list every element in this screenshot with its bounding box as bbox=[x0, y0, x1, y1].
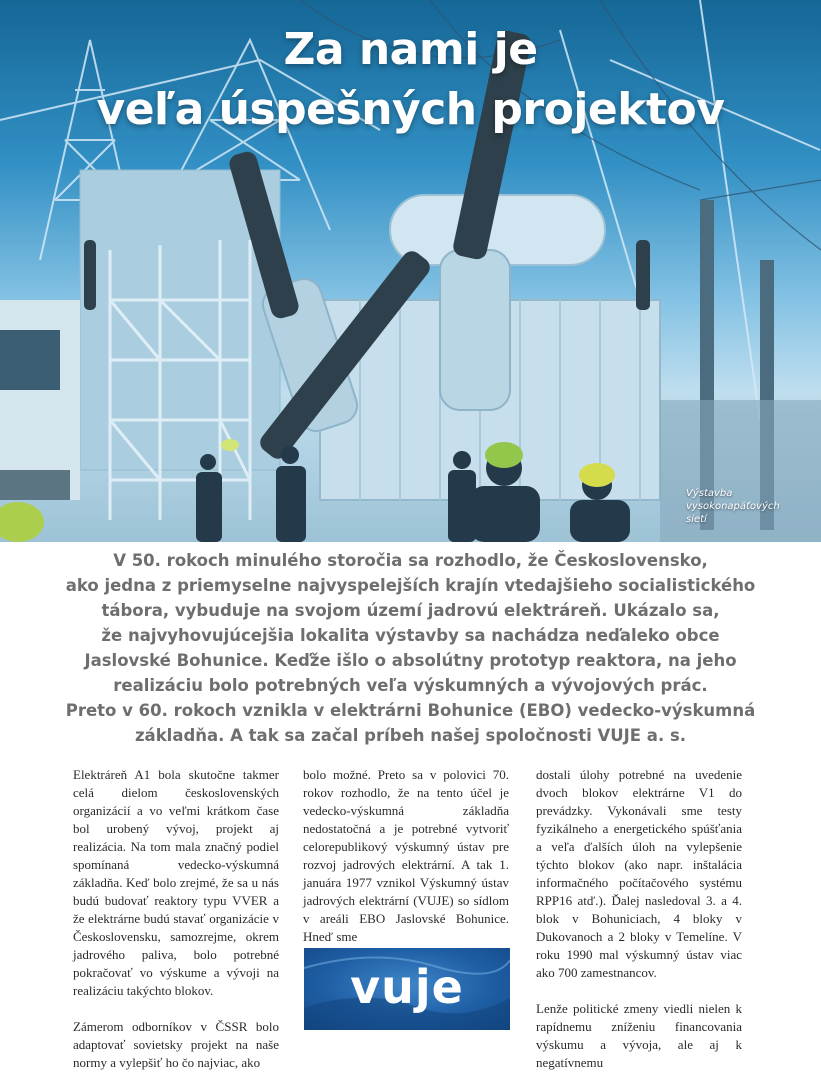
headline-line-2: veľa úspešných projektov bbox=[96, 84, 725, 135]
lead-line: Preto v 60. rokoch vznikla v elektrárni Bohunice (EBO) vedecko-výskumná bbox=[65, 701, 756, 720]
body-paragraph: Lenže politické zmeny viedli nielen k rapídnemu zníženiu financovania výskumu a vývoja, ale aj k negatívnemu bbox=[536, 1001, 742, 1070]
photo-caption: Výstavba vysokonapäťových sietí bbox=[686, 488, 780, 525]
body-paragraph: bolo možné. Preto sa v polovici 70. rokov rozhodlo, že na tento účel je vedecko-výskumná základňa nedostatočná a je potrebné vytvoriť celorepublikový výskumný ústav pre rozvoj jadrových elektrární. A tak 1. januára 1977 vznikol Výskumný ústav jadrových elektrární (VUJE) so sídlom v areáli EBO Jaslovské Bohunice. Hneď sme bbox=[303, 767, 509, 944]
lead-line: tábora, vybuduje na svojom území jadrovú elektráreň. Ukázalo sa, bbox=[101, 601, 720, 620]
body-column-1 bbox=[73, 766, 279, 1072]
page-headline bbox=[0, 20, 821, 140]
body-paragraph: dostali úlohy potrebné na uvedenie dvoch blokov elektrárne V1 do prevádzky. Vykonávali sme testy fyzikálneho a energetického spúšťania a veľa ďalších úloh na vylepšenie týchto blokov (ako napr. inštalácia informačného počítačového systému RPP16 atď.). Ďalej nasledoval 3. a 4. blok v Bohuniciach, 4 bloky v Dukovanoch a 2 bloky v Temelíne. V roku 1990 mal výskumný ústav viac ako 700 zamestnancov. bbox=[536, 767, 742, 980]
body-paragraph: Elektráreň A1 bola skutočne takmer celá dielom československých organizácií a vo veľmi krátkom čase bol urobený vývoj, projekt aj realizácia. Na tom mala značný podiel spomínaná vedecko-výskumná základňa. Keď bolo zrejmé, že sa u nás budú budovať reaktory typu VVER a že elektrárne budú stavať organizácie v Československu, samozrejme, okrem jadrového paliva, bolo potrebné pokračovať vo výskume a vývoji na realizáciu takýchto blokov. bbox=[73, 767, 279, 998]
lead-paragraph bbox=[40, 548, 781, 748]
headline-line-1: Za nami je bbox=[283, 24, 538, 75]
body-paragraph: Zámerom odborníkov v ČSSR bolo adaptovať sovietsky projekt na naše normy a vylepšiť ho čo najviac, ako bbox=[73, 1019, 279, 1070]
vuje-logo bbox=[304, 948, 510, 1030]
lead-line: Jaslovské Bohunice. Keďže išlo o absolútny prototyp reaktora, na jeho bbox=[84, 651, 737, 670]
lead-line: základňa. A tak sa začal príbeh našej spoločnosti VUJE a. s. bbox=[134, 726, 687, 745]
logo-wordmark: vuje bbox=[350, 960, 464, 1014]
body-column-3 bbox=[536, 766, 742, 1072]
body-column-2 bbox=[303, 766, 509, 946]
lead-line: ako jedna z priemyselne najvyspelejších krajín vtedajšieho socialistického bbox=[65, 576, 756, 595]
lead-line: že najvyhovujúcejšia lokalita výstavby sa nachádza neďaleko obce bbox=[101, 626, 720, 645]
lead-line: realizáciu bolo potrebných veľa výskumných a vývojových prác. bbox=[113, 676, 708, 695]
lead-line: V 50. rokoch minulého storočia sa rozhodlo, že Československo, bbox=[113, 551, 708, 570]
